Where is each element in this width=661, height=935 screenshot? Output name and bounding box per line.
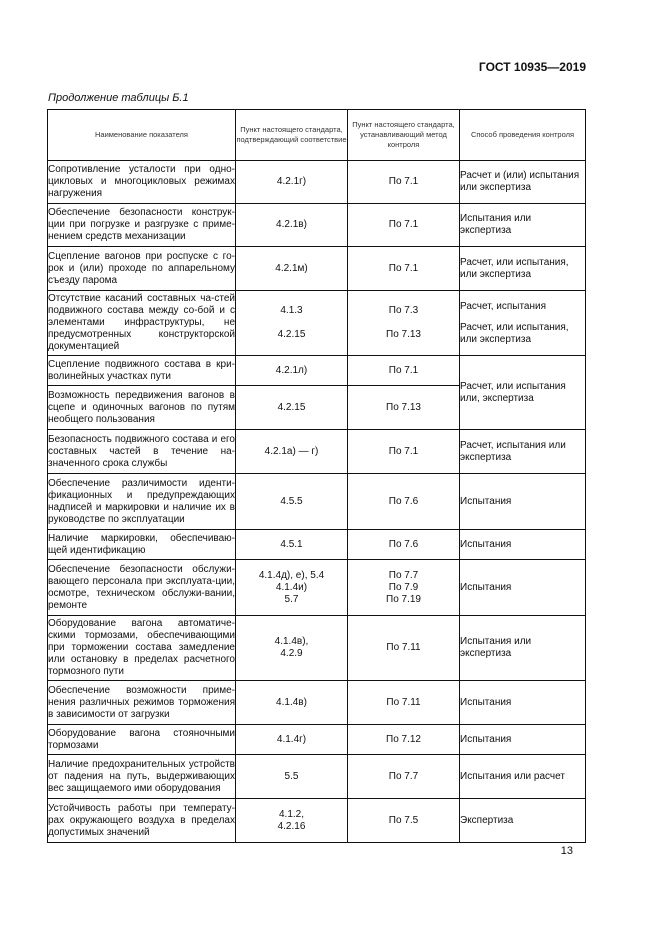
indicator-name: Сцепление подвижного состава в кри-волинейных участках пути bbox=[48, 356, 236, 386]
indicator-name: Наличие маркировки, обеспечиваю-щей идентификацию bbox=[48, 530, 236, 560]
table-header-row bbox=[48, 110, 586, 161]
confirming-clause: 4.1.4в) bbox=[236, 681, 348, 725]
confirming-clause: 4.2.1л) bbox=[236, 356, 348, 386]
indicator-name: Возможность передвижения вагонов в сцепе и одиночных вагонов по путям необщего пользования bbox=[48, 386, 236, 430]
confirming-clause: 5.5 bbox=[236, 755, 348, 799]
header-confirming-clause: Пункт настоящего стандарта, подтверждающий соответствие bbox=[236, 110, 348, 161]
table-row bbox=[48, 616, 586, 681]
indicator-name: Безопасность подвижного состава и его составных частей в течение на-значенного срока службы bbox=[48, 430, 236, 474]
indicator-name: Оборудование вагона автоматиче-скими тормозами, обеспечивающими при торможении состава замедление или остановку в пределах расчетного тормозного пути bbox=[48, 616, 236, 681]
table-row bbox=[48, 430, 586, 474]
confirming-clause: 4.2.1в) bbox=[236, 204, 348, 247]
confirming-clause bbox=[236, 560, 348, 616]
control-method: Расчет, или испытания или, экспертиза bbox=[460, 356, 586, 430]
table-row bbox=[48, 530, 586, 560]
header-control-method: Способ проведения контроля bbox=[460, 110, 586, 161]
document-code: ГОСТ 10935—2019 bbox=[478, 60, 586, 74]
control-method-line: Расчет, или испытания, или экспертиза bbox=[460, 321, 569, 345]
control-method-line: Расчет, испытания bbox=[460, 300, 546, 312]
table-row bbox=[48, 356, 586, 386]
confirming-clause bbox=[236, 616, 348, 681]
control-method bbox=[460, 291, 586, 356]
clause-line: 4.1.3 bbox=[280, 305, 303, 316]
method-clause: По 7.1 bbox=[348, 430, 460, 474]
control-method: Испытания bbox=[460, 725, 586, 755]
table-row bbox=[48, 204, 586, 247]
method-clause: По 7.11 bbox=[348, 681, 460, 725]
indicator-name: Сцепление вагонов при роспуске с го-рок и (или) проходе по аппарельному съезду парома bbox=[48, 247, 236, 291]
confirming-clause bbox=[236, 799, 348, 843]
indicator-name: Обеспечение возможности приме-нения различных режимов торможения в зависимости от загрузки bbox=[48, 681, 236, 725]
indicator-name: Наличие предохранительных устройств от падения на путь, выдерживающих вес защищаемого ими оборудования bbox=[48, 755, 236, 799]
clause-line: 4.2.15 bbox=[277, 329, 306, 340]
clause-line: 4.1.4в), bbox=[274, 636, 309, 647]
control-method: Испытания bbox=[460, 530, 586, 560]
method-clause bbox=[348, 291, 460, 356]
method-clause: По 7.6 bbox=[348, 530, 460, 560]
indicator-name: Обеспечение безопасности обслужи-вающего персонала при эксплуата-ции, осмотре, техническом обслужи-вании, ремонте bbox=[48, 560, 236, 616]
indicator-name: Отсутствие касаний составных ча-стей подвижного состава между со-бой и с элементами инфраструктуры, не предусмотренных конструкторской документацией bbox=[48, 291, 236, 356]
clause-line: 4.1.4д), е), 5.4 bbox=[258, 569, 325, 581]
method-clause: По 7.11 bbox=[348, 616, 460, 681]
table-row bbox=[48, 161, 586, 204]
control-method: Испытания bbox=[460, 474, 586, 530]
method-clause: По 7.7 bbox=[348, 755, 460, 799]
confirming-clause bbox=[236, 291, 348, 356]
method-clause bbox=[348, 560, 460, 616]
page-number: 13 bbox=[560, 845, 573, 857]
method-clause: По 7.1 bbox=[348, 247, 460, 291]
control-method: Испытания или расчет bbox=[460, 755, 586, 799]
clause-line: 5.7 bbox=[284, 593, 299, 605]
table-row bbox=[48, 474, 586, 530]
table-row bbox=[48, 247, 586, 291]
table-row bbox=[48, 799, 586, 843]
control-method: Расчет, или испытания, или экспертиза bbox=[460, 247, 586, 291]
method-clause: По 7.1 bbox=[348, 161, 460, 204]
control-method: Испытания или экспертиза bbox=[460, 204, 586, 247]
table-row bbox=[48, 725, 586, 755]
requirements-table bbox=[47, 109, 586, 843]
confirming-clause: 4.1.4г) bbox=[236, 725, 348, 755]
method-line: По 7.9 bbox=[388, 581, 419, 593]
confirming-clause: 4.2.1а) — г) bbox=[236, 430, 348, 474]
indicator-name: Сопротивление усталости при одно-цикловых и многоцикловых режимах нагружения bbox=[48, 161, 236, 204]
method-line: По 7.3 bbox=[388, 305, 419, 316]
confirming-clause: 4.5.1 bbox=[236, 530, 348, 560]
control-method: Экспертиза bbox=[460, 799, 586, 843]
header-indicator-name: Наименование показателя bbox=[48, 110, 236, 161]
method-line: По 7.13 bbox=[386, 329, 421, 340]
control-method: Расчет, испытания или экспертиза bbox=[460, 430, 586, 474]
clause-line: 4.1.4и) bbox=[275, 581, 308, 593]
indicator-name: Обеспечение безопасности конструк-ции при погрузке и разгрузке с приме-нением средств механизации bbox=[48, 204, 236, 247]
confirming-clause: 4.2.1г) bbox=[236, 161, 348, 204]
table-row bbox=[48, 755, 586, 799]
table-row bbox=[48, 560, 586, 616]
method-line: По 7.19 bbox=[386, 593, 421, 605]
method-line: По 7.7 bbox=[388, 569, 419, 581]
confirming-clause: 4.2.15 bbox=[236, 386, 348, 430]
indicator-name: Устойчивость работы при температу-рах окружающего воздуха в пределах допустимых значений bbox=[48, 799, 236, 843]
table-row bbox=[48, 681, 586, 725]
method-clause: По 7.1 bbox=[348, 204, 460, 247]
indicator-name: Оборудование вагона стояночными тормозами bbox=[48, 725, 236, 755]
method-clause: По 7.13 bbox=[348, 386, 460, 430]
clause-line: 4.2.9 bbox=[280, 648, 303, 659]
clause-line: 4.1.2, bbox=[278, 808, 305, 820]
clause-line: 4.2.16 bbox=[277, 820, 306, 832]
header-method-clause: Пункт настоящего стандарта, устанавливающий метод контроля bbox=[348, 110, 460, 161]
method-clause: По 7.6 bbox=[348, 474, 460, 530]
method-clause: По 7.1 bbox=[348, 356, 460, 386]
control-method: Испытания bbox=[460, 681, 586, 725]
method-clause: По 7.5 bbox=[348, 799, 460, 843]
method-clause: По 7.12 bbox=[348, 725, 460, 755]
table-continuation-caption: Продолжение таблицы Б.1 bbox=[48, 92, 189, 104]
control-method: Испытания bbox=[460, 560, 586, 616]
table-row bbox=[48, 291, 586, 356]
control-method: Расчет и (или) испытания или экспертиза bbox=[460, 161, 586, 204]
control-method: Испытания или экспертиза bbox=[460, 616, 586, 681]
confirming-clause: 4.2.1м) bbox=[236, 247, 348, 291]
confirming-clause: 4.5.5 bbox=[236, 474, 348, 530]
indicator-name: Обеспечение различимости иденти-фикационных и предупреждающих надписей и маркировки и наличие их в руководстве по эксплуатации bbox=[48, 474, 236, 530]
